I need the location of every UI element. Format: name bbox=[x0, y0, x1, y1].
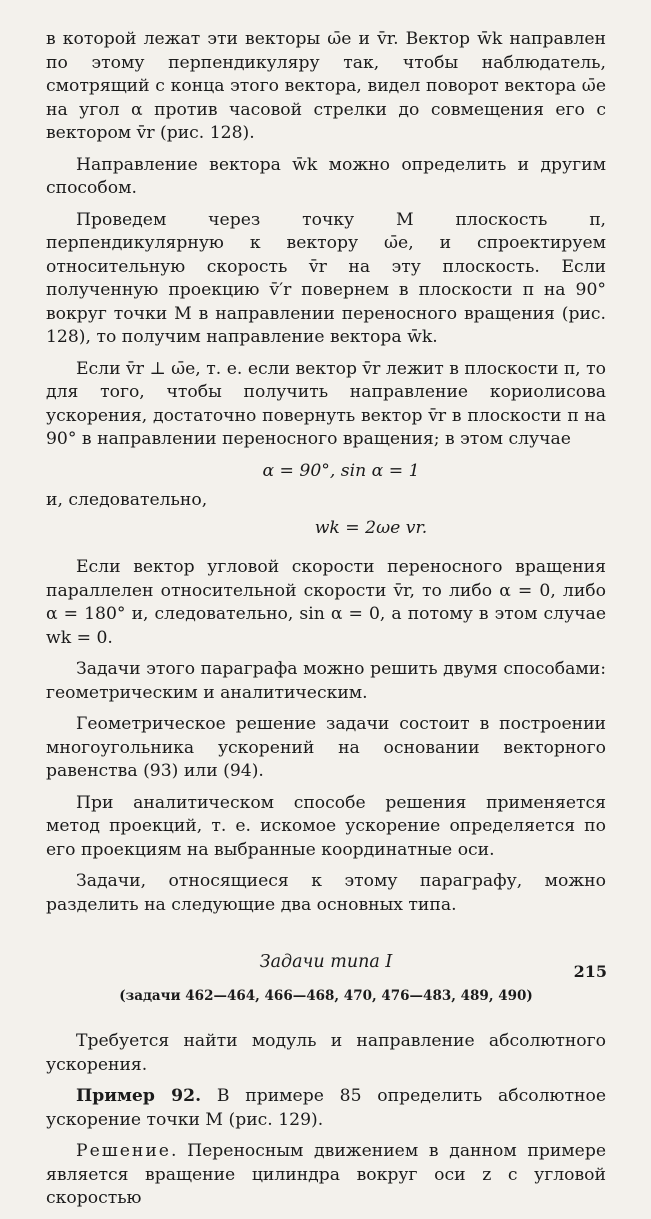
paragraph-5: Если вектор угловой скорости переносного вращения параллелен относительной скорости v̄r, то либо α = 0, либо α = 180° и, следовательно, sin α = 0, а потому в этом случае wk = 0. bbox=[46, 557, 606, 648]
paragraph-9: Задачи, относящиеся к этому параграфу, можно разделить на следующие два основных типа. bbox=[46, 871, 606, 915]
paragraph-1: в которой лежат эти векторы ω̄e и v̄r. Вектор w̄k направлен по этому перпендикуляру так, чтобы наблюдатель, смотрящий с конца этого вектора, видел поворот вектора ω̄e на угол α против часовой стрелки до совмещения его с вектором v̄r (рис. 128). bbox=[46, 29, 606, 143]
paragraph-solution bbox=[46, 1140, 606, 1211]
example-label: Пример 92. bbox=[76, 1086, 202, 1106]
formula-lead-text: и, следовательно, bbox=[46, 490, 208, 510]
paragraph-example bbox=[46, 1085, 606, 1132]
example-text: В примере 85 определить абсолютное ускорение точки M (рис. 129). bbox=[46, 1086, 606, 1130]
formula-coriolis: wk = 2ωe vr. bbox=[314, 517, 428, 538]
paragraph-2: Направление вектора w̄k можно определить и другим способом. bbox=[46, 154, 606, 198]
paragraph-8: При аналитическом способе решения применяется метод проекций, т. е. искомое ускорение определяется по его проекциям на выбранные координатные оси. bbox=[46, 792, 606, 860]
paragraph-6: Задачи этого параграфа можно решить двумя способами: геометрическим и аналитическим. bbox=[46, 659, 606, 703]
paragraph-3: Проведем через точку M плоскость π, перпендикулярную к вектору ω̄e, и спроектируем относительную скорость v̄r на эту плоскость. Если полученную проекцию v̄′r повернем в плоскости π на 90° вокруг точки M в направлении переносного вращения (рис. 128), то получим направление вектора w̄k. bbox=[46, 209, 606, 347]
paragraph-7: Геометрическое решение задачи состоит в построении многоугольника ускорений на основании векторного равенства (93) или (94). bbox=[46, 714, 606, 781]
section-heading: Задачи типа I bbox=[259, 952, 393, 972]
solution-text: . Переносным движением в данном примере является вращение цилиндра вокруг оси z с угловой скоростью bbox=[46, 1141, 606, 1208]
page-number: 215 bbox=[573, 962, 607, 981]
paragraph-10: Требуется найти модуль и направление абсолютного ускорения. bbox=[46, 1031, 606, 1075]
body-text bbox=[46, 28, 606, 1219]
paragraph-4: Если v̄r ⊥ ω̄e, т. е. если вектор v̄r лежит в плоскости π, то для того, чтобы получить направление кориолисова ускорения, достаточно повернуть вектор v̄r в плоскости π на 90° в направлении переносного вращения; в этом случае bbox=[46, 358, 606, 449]
section-subheading: (задачи 462—464, 466—468, 470, 476—483, 489, 490) bbox=[119, 987, 533, 1004]
solution-label: Решение bbox=[76, 1141, 171, 1161]
formula-angle: α = 90°, sin α = 1 bbox=[262, 460, 420, 481]
